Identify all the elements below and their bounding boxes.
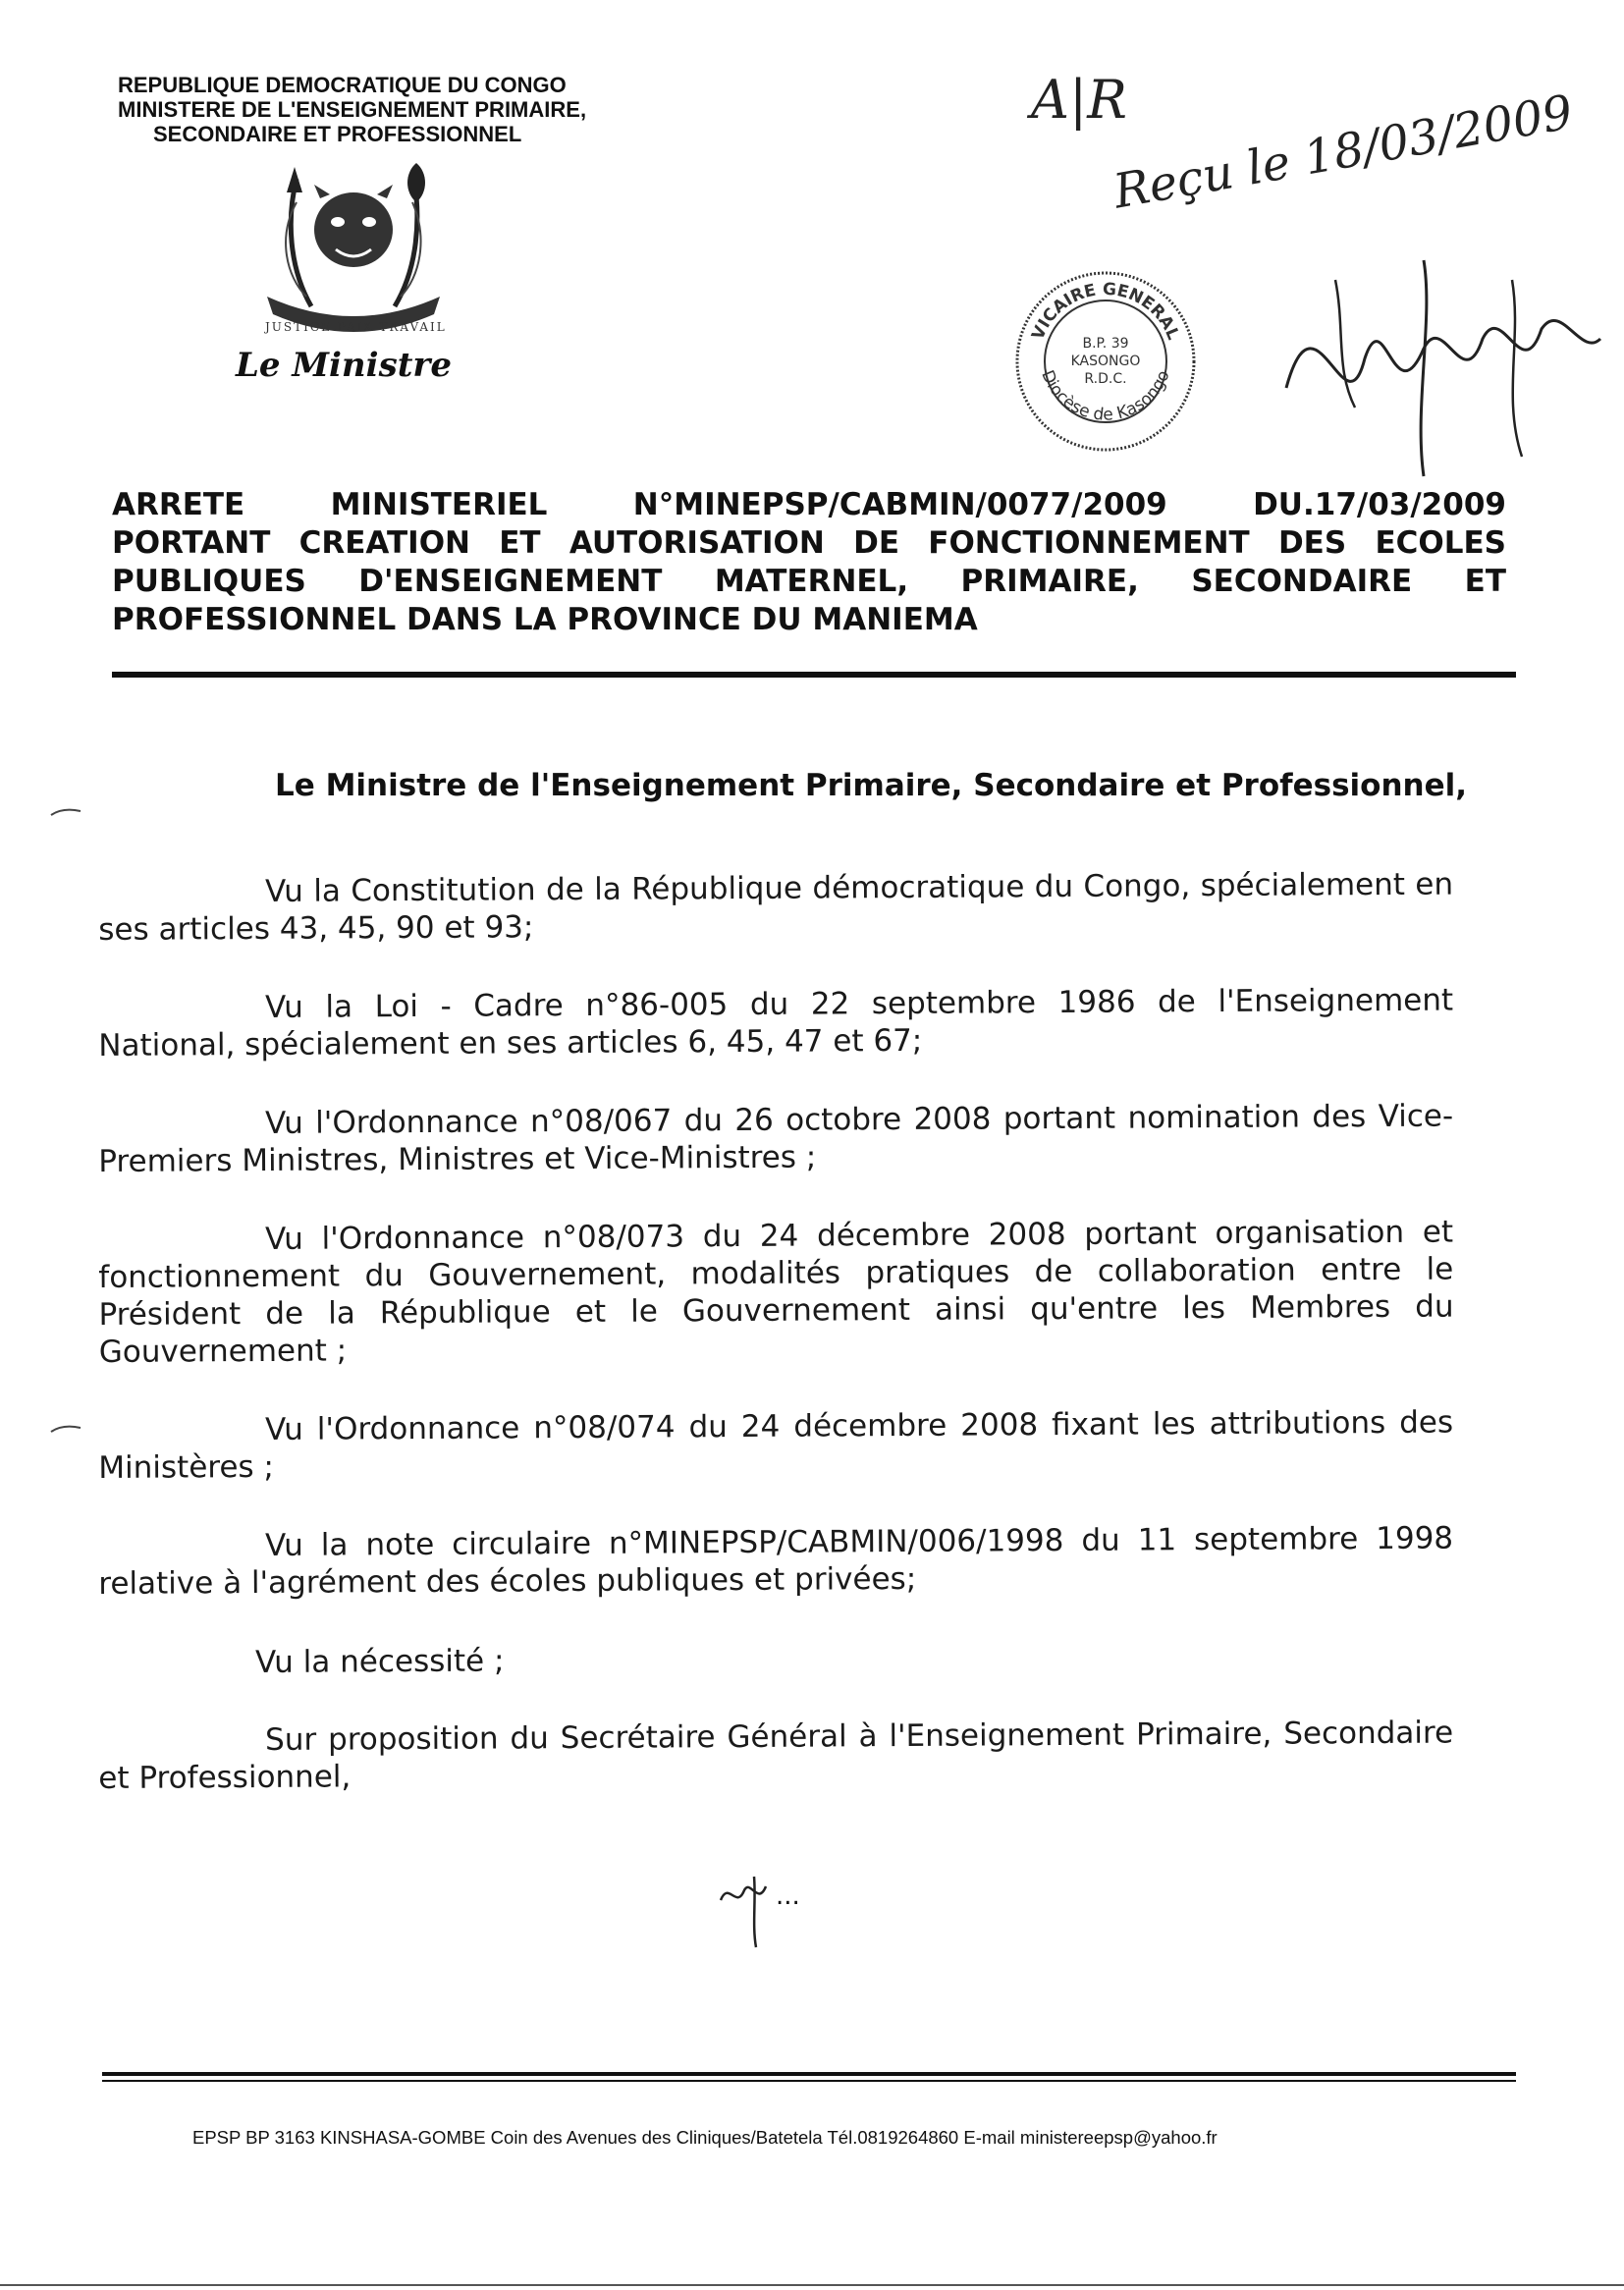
title-word: ET xyxy=(1464,564,1506,599)
decree-title xyxy=(112,486,1506,639)
diocese-stamp-icon xyxy=(1011,267,1200,456)
title-word: D'ENSEIGNEMENT xyxy=(358,564,663,599)
footer-rule-thin xyxy=(102,2080,1516,2082)
paragraph-ordinance-073: Vu l'Ordonnance n°08/073 du 24 décembre 2008 portant organisation et fonctionnement du Gouvernement, modalités pratiques de collaboration entre le Président de la République et le Gouvernement ainsi qu'entre les Membres du Gouvernement ; xyxy=(98,1214,1454,1370)
stamp-line1: B.P. 39 xyxy=(1082,336,1129,352)
paragraph-proposal: Sur proposition du Secrétaire Général à l'Enseignement Primaire, Secondaire et Professionnel, xyxy=(98,1715,1454,1796)
title-word: ARRETE xyxy=(112,487,245,522)
paragraph-circular-note: Vu la note circulaire n°MINEPSP/CABMIN/006/1998 du 11 septembre 1998 relative à l'agrément des écoles publiques et privées; xyxy=(98,1520,1454,1602)
margin-mark-icon xyxy=(49,1424,82,1434)
decree-body xyxy=(98,866,1454,1838)
letterhead-ministry-cont: SECONDAIRE ET PROFESSIONNEL xyxy=(153,122,522,146)
title-word: ET xyxy=(499,525,541,561)
title-line-3 xyxy=(112,563,1506,601)
stamp-line3: R.D.C. xyxy=(1084,371,1127,387)
title-word: PUBLIQUES xyxy=(112,564,306,599)
paragraph-ordinance-067: Vu l'Ordonnance n°08/067 du 26 octobre 2008 portant nomination des Vice-Premiers Ministres, Ministres et Vice-Ministres ; xyxy=(98,1098,1454,1179)
stamp-bottom-text: Diocèse de Kasongo xyxy=(1037,367,1174,425)
title-word: N°MINEPSP/CABMIN/0077/2009 xyxy=(632,487,1167,522)
handwritten-signature-icon xyxy=(1276,241,1610,486)
margin-mark-icon xyxy=(49,807,82,817)
page-bottom-edge xyxy=(0,2284,1624,2286)
footer-contact: EPSP BP 3163 KINSHASA-GOMBE Coin des Avenues des Cliniques/Batetela Tél.0819264860 E-mail ministereepsp@yahoo.fr xyxy=(192,2127,1218,2148)
letterhead-country: REPUBLIQUE DEMOCRATIQUE DU CONGO xyxy=(118,73,567,97)
handwritten-received-note: Reçu le 18/03/2009 xyxy=(1110,84,1577,220)
handwritten-ar: A|R xyxy=(1031,69,1127,131)
title-word: MATERNEL, xyxy=(714,564,909,599)
title-word: DES xyxy=(1277,525,1347,561)
letterhead-ministry: MINISTERE DE L'ENSEIGNEMENT PRIMAIRE, xyxy=(118,97,587,122)
title-word: SECONDAIRE xyxy=(1191,564,1413,599)
title-word: AUTORISATION xyxy=(568,525,825,561)
continuation-mark: ... xyxy=(776,1881,800,1911)
title-line-2 xyxy=(112,524,1506,563)
paragraph-framework-law: Vu la Loi - Cadre n°86-005 du 22 septembre 1986 de l'Enseignement National, spécialement en ses articles 6, 45, 47 et 67; xyxy=(98,982,1454,1063)
title-word: CREATION xyxy=(298,525,470,561)
title-word: ECOLES xyxy=(1375,525,1506,561)
title-word: FONCTIONNEMENT xyxy=(928,525,1250,561)
initials-icon xyxy=(715,1871,833,1949)
footer-rule-thick xyxy=(102,2072,1516,2076)
minister-heading: Le Ministre de l'Enseignement Primaire, Secondaire et Professionnel, xyxy=(275,768,1468,803)
title-word: PRIMAIRE, xyxy=(960,564,1139,599)
title-word: DU.17/03/2009 xyxy=(1253,487,1506,522)
coat-of-arms-icon xyxy=(228,159,473,336)
emblem-motto: JUSTICE PAIX TRAVAIL xyxy=(265,320,447,334)
title-divider xyxy=(112,672,1516,678)
title-word: DE xyxy=(853,525,900,561)
letterhead xyxy=(118,73,586,146)
stamp-top-text: VICAIRE GENERAL xyxy=(1028,279,1183,343)
title-word: PORTANT xyxy=(112,525,271,561)
title-word: MINISTERIEL xyxy=(330,487,548,522)
title-line-1 xyxy=(112,486,1506,524)
paragraph-constitution: Vu la Constitution de la République démocratique du Congo, spécialement en ses articles 43, 45, 90 et 93; xyxy=(98,866,1454,948)
title-line-4: PROFESSIONNEL DANS LA PROVINCE DU MANIEMA xyxy=(112,602,978,637)
paragraph-necessity: Vu la nécessité ; xyxy=(255,1643,505,1680)
paragraph-ordinance-074: Vu l'Ordonnance n°08/074 du 24 décembre 2008 fixant les attributions des Ministères ; xyxy=(98,1404,1454,1486)
signatory-title: Le Ministre xyxy=(236,346,452,385)
stamp-line2: KASONGO xyxy=(1070,354,1141,369)
